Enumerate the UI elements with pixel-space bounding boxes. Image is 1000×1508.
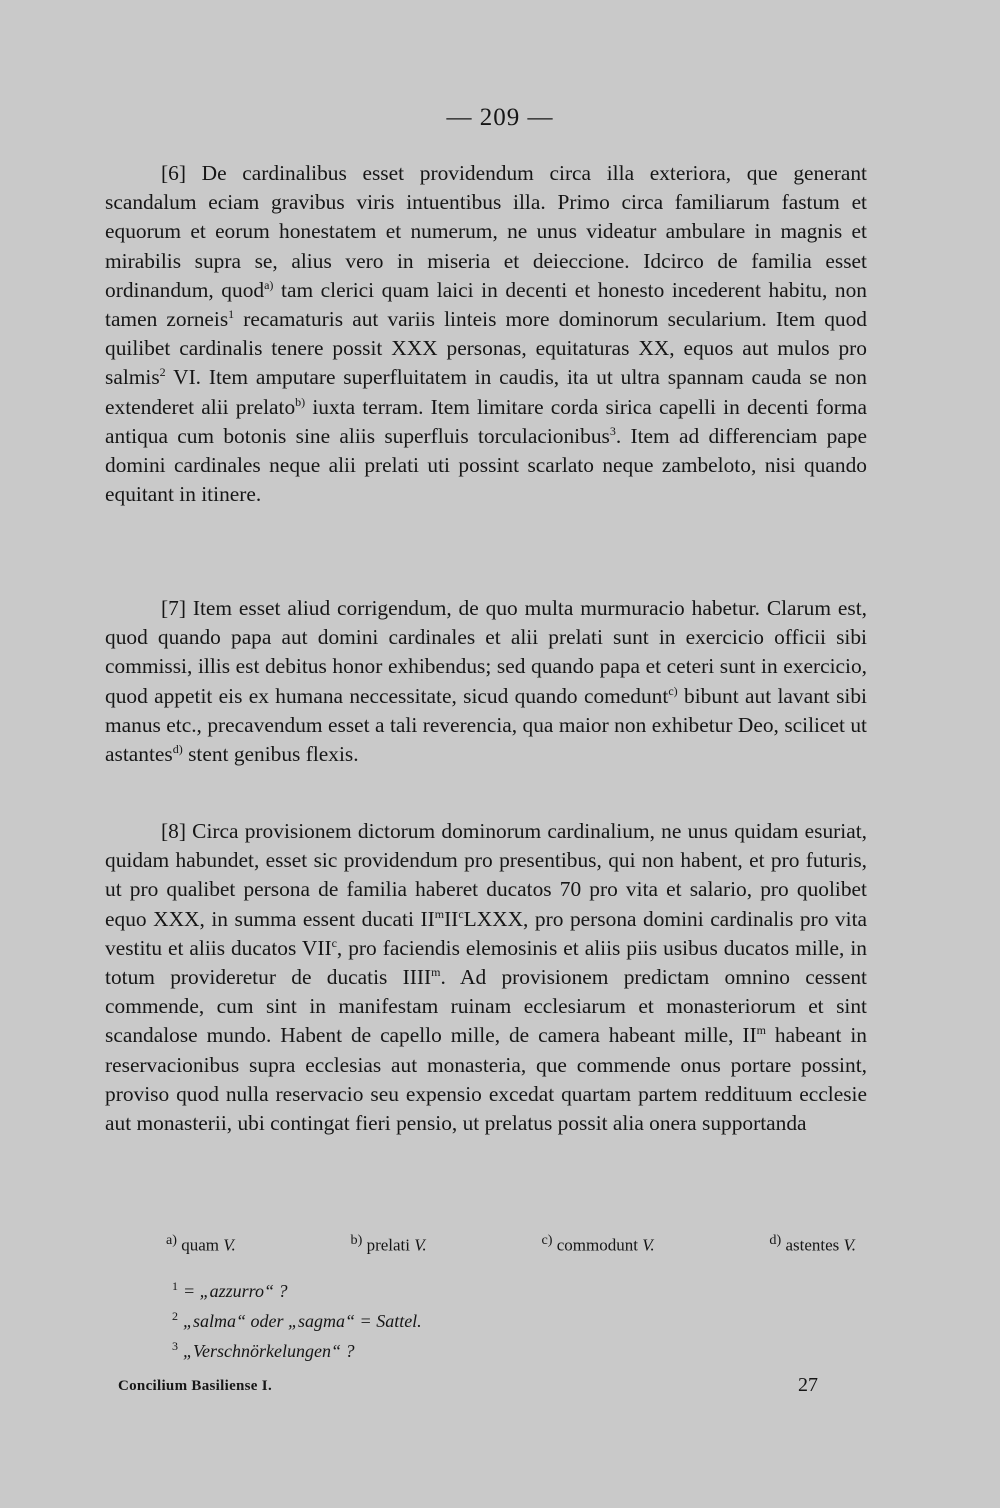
- text-run: stent genibus flexis.: [182, 742, 359, 767]
- reference-mark: d): [172, 741, 183, 756]
- footnote: $^1$ = „azzurro“ ?: [172, 1279, 288, 1301]
- reference-mark: b): [295, 394, 306, 409]
- reference-mark: c): [668, 683, 678, 698]
- text-run: iuxta terram. Item limitare corda sirica capelli in decenti forma antiqua cum botonis sine aliis superfluis torculacionibus: [105, 394, 868, 448]
- text-run: habeant in reservacionibus supra ecclesias aut monasteria, que commende onus portare possint, proviso quod nulla reservacio seu expensio excedat quartam partem reddituum ecclesie aut monasterii, ubi contingat fieri pensio, ut prelatus possit alia onera supportanda: [105, 1023, 867, 1136]
- reference-mark: 1: [228, 306, 235, 321]
- text-run: LXXX, pro persona domini cardinalis pro vita vestitu et aliis ducatos VII: [105, 906, 868, 960]
- reference-mark: m: [756, 1023, 766, 1038]
- paragraph-6: [105, 159, 867, 509]
- text-run: recamaturis aut variis linteis more dominorum secularium. Item quod quilibet cardinalis tenere possit XXX personas, equitaturas XX, equos aut mulos pro salmis: [105, 307, 867, 390]
- paragraph-7: [105, 594, 867, 769]
- text-run: [6] De cardinalibus esset providendum circa illa exteriora, que generant scandalum eciam gravibus viris intuentibus illa. Primo circa familiarum fastum et equorum et eorum honestatem et numerum, ne unus videatur ambulare in magnis et mirabilis supra se, alius vero in miseria et deieccione. Idcirco de familia esset ordinandum, quod: [105, 161, 867, 302]
- reference-mark: c: [331, 935, 337, 950]
- signature-line: Concilium Basiliense I.: [118, 1378, 272, 1394]
- reference-mark: m: [431, 964, 441, 979]
- text-run: . Item ad differenciam pape domini cardinales neque alii prelati uti possint scarlato neque zambeloto, nisi quando equitant in itinere.: [105, 423, 867, 507]
- footnote: $^2$ „salma“ oder „sagma“ = Sattel.: [172, 1309, 422, 1331]
- text-run: , pro faciendis elemosinis et aliis piis usibus ducatos mille, in totum provideretur de ducatis IIII: [105, 935, 867, 990]
- text-run: tam clerici quam laici in decenti et honesto incederent habitu, non tamen zorneis: [105, 277, 867, 332]
- reference-mark: 3: [609, 423, 616, 438]
- variant-reading: $^{c)}$ commodunt V.: [541, 1232, 655, 1255]
- text-run: VI. Item amputare superfluitatem in caudis, ita ut ultra spannam cauda se non extenderet alii prelato: [105, 365, 867, 419]
- variant-reading: $^{d)}$ astentes V.: [769, 1232, 856, 1255]
- page-number: — 209 —: [446, 104, 554, 131]
- text-run: bibunt aut lavant sibi manus etc., precavendum esset a tali reverencia, qua maior non exhibetur Deo, scilicet ut astantes: [105, 683, 867, 767]
- text-run: II: [444, 906, 459, 931]
- reference-mark: m: [434, 906, 445, 921]
- footnote: $^3$ „Verschnörkelungen“ ?: [172, 1339, 355, 1361]
- sheet-number: 27: [798, 1374, 818, 1396]
- variant-reading: $^{a)}$ quam V.: [166, 1232, 236, 1255]
- reference-mark: a): [264, 277, 274, 292]
- text-run: . Ad provisionem predictam omnino cessent commende, cum sint in manifestam ruinam ecclesiarum et monasteriorum et sint scandalose mundo. Habent de capello mille, de camera habeant mille, II: [105, 965, 867, 1048]
- reference-mark: 2: [159, 365, 166, 380]
- text-run: [7] Item esset aliud corrigendum, de quo multa murmuracio habetur. Clarum est, quod quando papa aut domini cardinales et alii prelati sunt in exercicio officii sibi commissi, illis est debitus honor exhibendus; sed quando papa et ceteri sunt in exercicio, quod appetit eis ex humana neccessitate, sicud quando comedunt: [105, 596, 867, 708]
- footnotes: [172, 1276, 772, 1366]
- variant-readings: [166, 1232, 856, 1256]
- paragraph-8: [105, 817, 867, 1138]
- reference-mark: c: [458, 906, 464, 921]
- variant-reading: $^{b)}$ prelati V.: [350, 1232, 427, 1255]
- text-run: [8] Circa provisionem dictorum dominorum cardinalium, ne unus quidam esuriat, quidam habundet, esset sic providendum pro presentibus, qui non habent, et pro futuris, ut pro qualibet persona de familia haberet ducatos 70 pro vita et salario, pro quolibet equo XXX, in summa essent ducati II: [105, 819, 867, 931]
